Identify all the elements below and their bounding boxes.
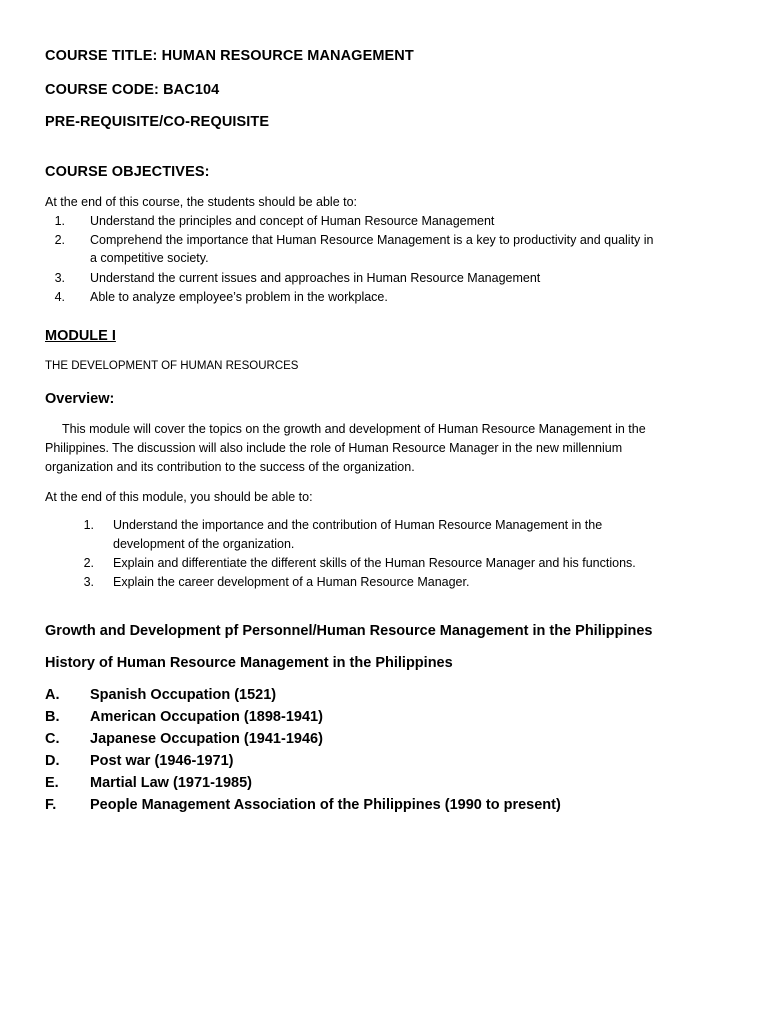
list-item bbox=[45, 709, 745, 729]
objectives-intro: At the end of this course, the students should be able to: bbox=[45, 195, 358, 209]
list-item-text: Understand the current issues and approaches in Human Resource Management bbox=[90, 271, 541, 285]
list-item bbox=[45, 731, 745, 751]
list-item-letter: D. bbox=[45, 753, 60, 769]
list-item-letter: F. bbox=[45, 797, 57, 813]
list-item-number: 3. bbox=[54, 271, 65, 285]
list-item-letter: B. bbox=[45, 709, 60, 725]
list-item-number: 2. bbox=[54, 233, 65, 247]
list-item bbox=[45, 233, 745, 269]
list-item-number: 3. bbox=[83, 575, 94, 589]
list-item-text-continued: development of the organization. bbox=[113, 537, 295, 551]
history-heading: History of Human Resource Management in the Philippines bbox=[45, 655, 453, 671]
list-item bbox=[45, 290, 745, 308]
list-item-text: Explain and differentiate the different skills of the Human Resource Manager and his functions. bbox=[113, 556, 636, 570]
objectives-heading: COURSE OBJECTIVES: bbox=[45, 164, 210, 180]
list-item bbox=[45, 687, 745, 707]
list-item-letter: A. bbox=[45, 687, 60, 703]
list-item-text: People Management Association of the Philippines (1990 to present) bbox=[90, 797, 561, 813]
list-item bbox=[82, 556, 732, 574]
list-item-text: Comprehend the importance that Human Resource Management is a key to productivity and quality in bbox=[90, 233, 654, 247]
overview-heading: Overview: bbox=[45, 391, 115, 407]
course-prerequisite: PRE-REQUISITE/CO-REQUISITE bbox=[45, 114, 270, 130]
list-item-text: Explain the career development of a Human Resource Manager. bbox=[113, 575, 470, 589]
course-code: COURSE CODE: BAC104 bbox=[45, 82, 220, 98]
list-item-number: 4. bbox=[54, 290, 65, 304]
list-item bbox=[82, 575, 732, 593]
overview-line: organization and its contribution to the success of the organization. bbox=[45, 460, 415, 474]
list-item-text: American Occupation (1898-1941) bbox=[90, 709, 323, 725]
overview-line: Philippines. The discussion will also include the role of Human Resource Manager in the new millennium bbox=[45, 441, 623, 455]
overview-line: This module will cover the topics on the growth and development of Human Resource Management in the bbox=[62, 422, 646, 436]
module-subtitle: THE DEVELOPMENT OF HUMAN RESOURCES bbox=[45, 360, 299, 372]
list-item-text: Post war (1946-1971) bbox=[90, 753, 234, 769]
list-item bbox=[45, 797, 745, 817]
course-title: COURSE TITLE: HUMAN RESOURCE MANAGEMENT bbox=[45, 48, 414, 64]
list-item bbox=[45, 753, 745, 773]
growth-heading: Growth and Development pf Personnel/Human Resource Management in the Philippines bbox=[45, 623, 653, 639]
list-item-text: Understand the importance and the contribution of Human Resource Management in the bbox=[113, 518, 603, 532]
list-item-letter: E. bbox=[45, 775, 59, 791]
list-item-text: Spanish Occupation (1521) bbox=[90, 687, 277, 703]
list-item-number: 2. bbox=[83, 556, 94, 570]
list-item-text: Understand the principles and concept of Human Resource Management bbox=[90, 214, 495, 228]
list-item bbox=[82, 518, 732, 554]
list-item-text: Martial Law (1971-1985) bbox=[90, 775, 252, 791]
list-item bbox=[45, 214, 745, 232]
module-heading: MODULE I bbox=[45, 328, 116, 344]
list-item-number: 1. bbox=[54, 214, 65, 228]
list-item-text-continued: a competitive society. bbox=[90, 251, 209, 265]
list-item bbox=[45, 271, 745, 289]
list-item bbox=[45, 775, 745, 795]
list-item-number: 1. bbox=[83, 518, 94, 532]
list-item-text: Able to analyze employee’s problem in the workplace. bbox=[90, 290, 388, 304]
module-intro: At the end of this module, you should be able to: bbox=[45, 490, 313, 504]
list-item-text: Japanese Occupation (1941-1946) bbox=[90, 731, 323, 747]
list-item-letter: C. bbox=[45, 731, 60, 747]
